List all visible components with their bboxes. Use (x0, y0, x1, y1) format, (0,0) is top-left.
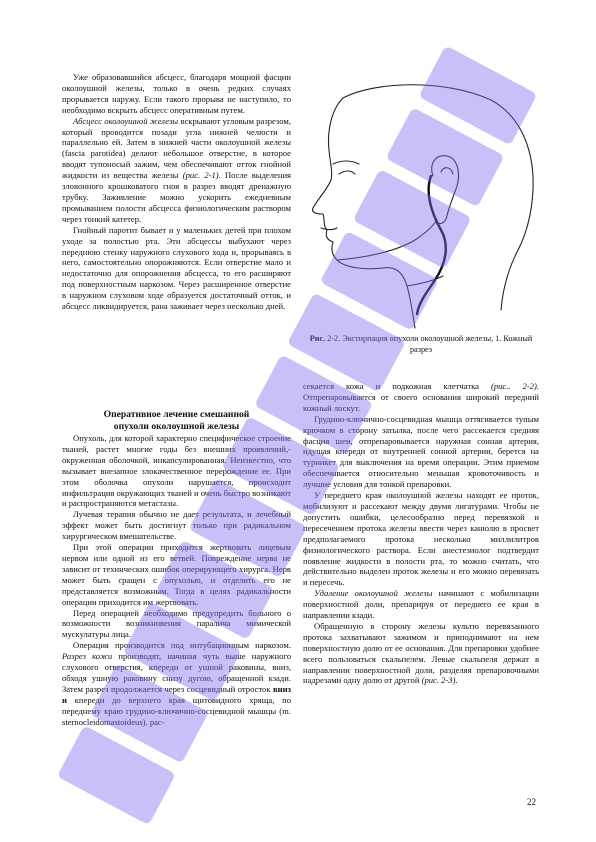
text-span: Отпрепаровывается от своего основания широкий передний кожный лоскут. (303, 391, 539, 413)
head-profile-drawing (303, 80, 539, 330)
figure-reference: (рис.. 2-2). (490, 381, 539, 391)
ear-inner (441, 168, 453, 174)
heading-line: Оперативное лечение смешанной (103, 409, 250, 420)
paragraph (303, 621, 539, 686)
paragraph: Перед операцией необходимо предупредить больного о возможности возникновения паралича мимической мускулатуры лица. (62, 607, 291, 640)
right-column-bottom (303, 381, 539, 686)
paragraph: Уже образовавшийся абсцесс, благодаря мощной фасции околоушной железы, только в очень редких случаях прорывается наружу. Если такого прорыва не наступило, то необходимо вскрыть абсцесс оперативным путем. (62, 72, 291, 115)
ear (432, 156, 459, 224)
term-emphasis: Абсцесс околоушной железы (73, 115, 179, 126)
heading-line: опухоли околоушной железы (113, 421, 240, 432)
paragraph: Грудино-ключично-сосцевидная мышца оттягивается тупым крючком в сторону затылка, после чего рассекается средняя фасция шеи, отпрепаровывается наружная сонная артерия, идущая кпереди от внутренней сонной артерии, берется на турникет для выключения на время операции. Этим приемом обеспечивается относительно меньшая кровоточивость и лучшие условия для тонкой препаровки. (303, 413, 539, 490)
figure-reference: (рис. 2-1). (182, 170, 221, 181)
paragraph (303, 381, 539, 414)
bold-text: вниз и (62, 683, 291, 705)
text-span: вскрывают угловым разрезом, который проводится позади угла нижней челюсти и параллельно ей. Затем в нижней части околоушной железы (fascia parotidea) делают небольшое отверстие, в которое вводят тупоносый зажим, чем обеспечивают отток гнойной жидкости из вещества железы (62, 115, 291, 181)
text-span: После выделения зловонного крошковатого гноя в разрез вводят дренажную трубку. Заживление можно ускорить ежедневным промыванием полости абсцесса физиологическим раствором через тонкий катетер. (62, 170, 292, 224)
term-emphasis: Удаление околоушной железы (314, 588, 433, 599)
caption-text: 2-2. Экстирпация опухоли околоушной железы, 1. Кожный разрез (325, 334, 533, 354)
paragraph (62, 640, 291, 727)
paragraph: Гнойный паротит бывает и у маленьких детей при плохом уходе за полостью рта. Эти абсцессы выбухают через переднюю стенку наружного слухового хода и, прорываясь в него, самостоятельно опорожняются. Если отверстие мало и недостаточно для опорожнения абсцесса, то его расширяют под поверхностным наркозом. Через расширенное отверстие в наружном слуховом ходе образуется достаточный отток, и абсцесс ликвидируется, рана заживает через несколько дней. (62, 224, 291, 312)
paragraph: При этой операции приходится жертвовать лицевым нервом или одной из его ветвей. Повреждение нерва не зависит от технических ошибок оперирующего хирурга. Нерв может быть сращен с опухолью, и отделить его не представляется возможным. Тогда в целях радикальности операции приходится им жертвовать. (62, 542, 291, 607)
term-emphasis: Разрез кожи (62, 651, 113, 662)
skin-incision-line (417, 176, 446, 314)
text-span: производят, начиная чуть выше наружного слухового отверстия, кпереди от ушной раковины, вниз, обходя ушную раковину снизу дугою, обращенной кзади. Затем разрез продолжается через сосцевидный отросток (62, 651, 291, 694)
mouth (321, 228, 337, 230)
text-span: начинают с мобилизации поверхностной доли, препарируя от переднего ее края в направлении кзади. (303, 588, 539, 621)
figure-reference: (рис. 2-3). (421, 675, 458, 686)
paragraph: Опухоль, для которой характерно специфическое строение тканей, растет многие годы без внешних проявлений,-окруженная оболочкой, инкапсулированная. Неизвестно, что вызывает внезапное злокачественное перерождение ее. При этом оболочка опухоли нарушается, происходит инфильтрация окружающих тканей и очень быстро возникают и распространяются метастазы. (62, 433, 291, 509)
eye (339, 171, 355, 174)
paragraph (303, 588, 539, 621)
left-column-top (62, 72, 291, 312)
page-number: 22 (527, 797, 536, 807)
paragraph (62, 116, 291, 225)
caption-label: Рис. (309, 334, 326, 343)
text-span: Обращенную в сторону железы культю перевязанного протока захватывают зажимом и приподнимают на нем поверхностную долю от ее основания. Для препаровки удобнее всего пользоваться скальпелем. Левые скальпеля держат в направлении поверхностной доли, разделяя препаровочными надрезами одну долю от другой (303, 620, 539, 686)
paragraph: У переднего края околоушной железы находят ее проток, мобилизуют и рассекают между двумя лигатурами. Чтобы не допустить ошибки, целесообразно перед перевязкой и пересечением протока железы ввести через канюлю в просвет предполагаемого протока несколько миллилитров физиологического раствора. Если анестезиолог подтвердит появление жидкости в полости рта, то можно считать, что действительно выделен проток железы и его можно перевязать и пересечь. (303, 490, 539, 588)
jaw-line (337, 220, 437, 260)
text-span: Операция производится под интубационным наркозом. (73, 640, 291, 651)
left-column-bottom (62, 409, 291, 727)
section-heading (62, 409, 291, 433)
text-span: кпереди до верхнего края щитовидного хряща, по переднему краю грудино-ключично-сосцевидной мышцы (m. sternocleidomastoideus). рас- (62, 694, 291, 727)
head-profile-illustration (303, 80, 539, 330)
paragraph: Лучевая терапия обычно не дает результата, и лечебный эффект может быть достигнут только при радикальном хирургическом вмешательстве. (62, 509, 291, 542)
figure-caption (306, 334, 536, 355)
text-span: секается кожа и подкожная клетчатка (303, 381, 491, 391)
face-profile (312, 98, 415, 328)
eyebrow (333, 161, 359, 164)
